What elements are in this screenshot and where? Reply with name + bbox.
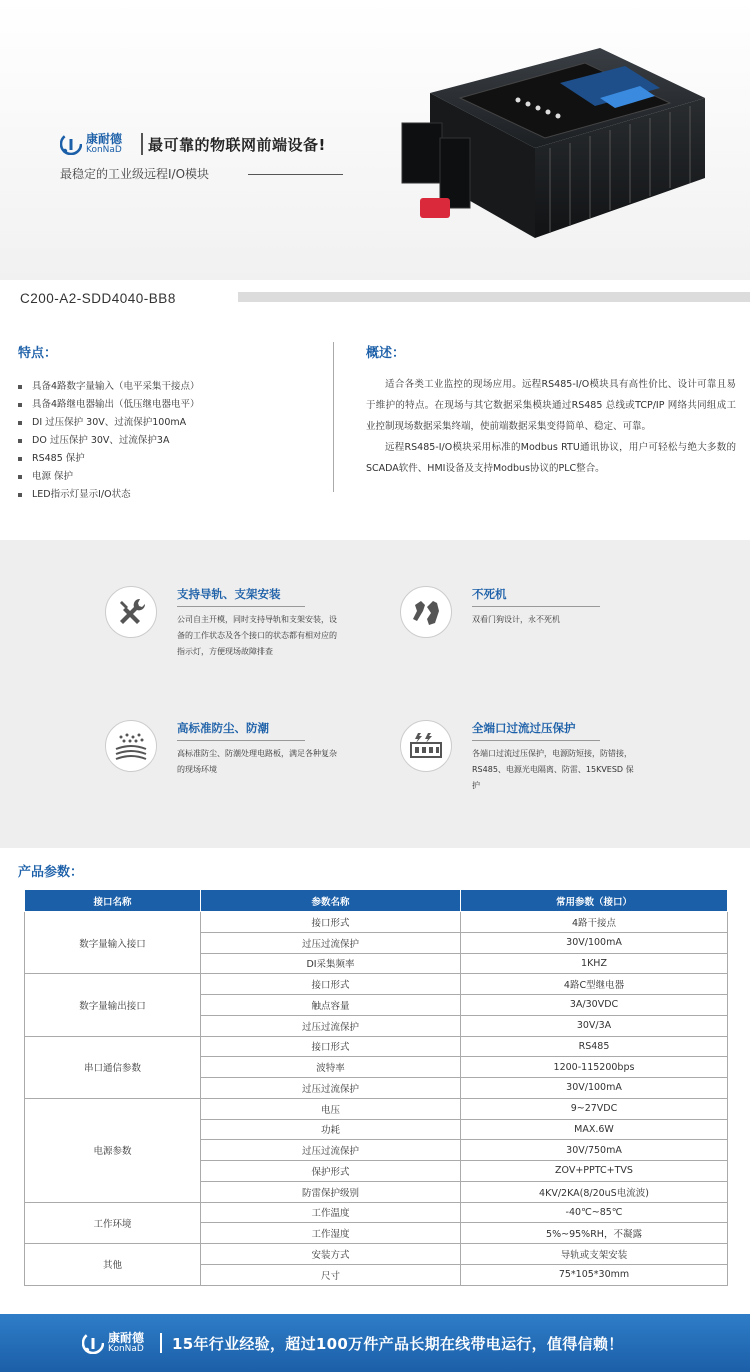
list-item: RS485 保护	[18, 450, 200, 468]
product-device-image	[400, 38, 720, 268]
overview-title: 概述：	[366, 346, 406, 361]
group-name-cell: 电源参数	[25, 1098, 201, 1202]
title-underline	[177, 740, 305, 741]
bullet-icon	[18, 385, 22, 389]
title-underline	[177, 606, 305, 607]
param-name-cell: 过压过流保护	[201, 1140, 461, 1161]
brand-logo	[60, 133, 122, 155]
footer-brand-logo	[82, 1332, 144, 1354]
bullet-icon	[18, 439, 22, 443]
list-item: 具备4路数字量输入（电平采集干接点）	[18, 378, 200, 396]
overview-paragraph-1: 适合各类工业监控的现场应用。远程RS485-I/O模块具有高性价比、设计可靠且易于维护的特点。在现场与其它数据采集模块通过RS485 总线或TCP/IP 网络共同组成工业控制现场数据采集终端，使前端数据采集变得简单、稳定、可靠。	[366, 379, 736, 432]
param-value-cell: 30V/750mA	[461, 1140, 728, 1161]
param-name-cell: 接口形式	[201, 1036, 461, 1057]
param-value-cell: 3A/30VDC	[461, 995, 728, 1016]
param-name-cell: 功耗	[201, 1119, 461, 1140]
brand-name-cn: 康耐德	[108, 1331, 145, 1345]
param-value-cell: 4KV/2KA(8/20uS电流波)	[461, 1181, 728, 1202]
param-value-cell: 30V/3A	[461, 1015, 728, 1036]
param-name-cell: 接口形式	[201, 912, 461, 933]
params-title: 产品参数：	[18, 865, 84, 880]
table-row	[25, 1202, 728, 1223]
logo-mark-icon	[82, 1332, 104, 1354]
list-item: 具备4路继电器输出（低压继电器电平）	[18, 396, 200, 414]
title-underline	[472, 740, 600, 741]
section-divider	[333, 342, 334, 492]
advantages-section	[0, 540, 750, 848]
brand-name-en: KonNaD	[86, 145, 122, 155]
param-name-cell: 安装方式	[201, 1244, 461, 1265]
param-name-cell: 过压过流保护	[201, 1015, 461, 1036]
watchdog-icon	[400, 586, 452, 638]
bullet-icon	[18, 493, 22, 497]
model-number: C200-A2-SDD4040-BB8	[20, 291, 176, 306]
table-row	[25, 974, 728, 995]
list-item: DI 过压保护 30V、过流保护100mA	[18, 414, 200, 432]
advantage-desc: 各端口过流过压保护，电源防短接，防错接，RS485、电源光电隔离、防雷、15KVESD 保护	[472, 749, 634, 790]
hero-banner	[0, 0, 750, 280]
list-item: LED指示灯显示I/O状态	[18, 486, 200, 504]
param-name-cell: 防雷保护级别	[201, 1181, 461, 1202]
group-name-cell: 数字量输入接口	[25, 912, 201, 974]
group-name-cell: 数字量输出接口	[25, 974, 201, 1036]
advantage-desc: 双看门狗设计，永不死机	[472, 615, 560, 624]
param-value-cell: 75*105*30mm	[461, 1264, 728, 1285]
params-table-body	[25, 912, 728, 1286]
advantage-title: 全端口过流过压保护	[472, 721, 576, 735]
table-row	[25, 1036, 728, 1057]
param-value-cell: 1200-115200bps	[461, 1057, 728, 1078]
param-name-cell: 工作湿度	[201, 1223, 461, 1244]
dust-moisture-icon	[105, 720, 157, 772]
param-name-cell: 过压过流保护	[201, 1078, 461, 1099]
group-name-cell: 串口通信参数	[25, 1036, 201, 1098]
brand-name-cn: 康耐德	[86, 132, 123, 146]
advantage-title: 支持导轨、支架安装	[177, 587, 281, 601]
param-value-cell: 30V/100mA	[461, 1078, 728, 1099]
params-table	[24, 889, 728, 1286]
model-divider-bar	[238, 292, 750, 302]
param-value-cell: 30V/100mA	[461, 932, 728, 953]
logo-mark-icon	[60, 133, 82, 155]
bullet-icon	[18, 457, 22, 461]
overview-paragraph-2: 远程RS485-I/O模块采用标准的Modbus RTU通讯协议，用户可轻松与绝大多数的SCADA软件、HMI设备及支持Modbus协议的PLC整合。	[366, 442, 736, 474]
subtitle-underline	[248, 174, 343, 175]
footer-banner	[0, 1314, 750, 1372]
list-item: 电源 保护	[18, 468, 200, 486]
param-value-cell: 4路干接点	[461, 912, 728, 933]
param-name-cell: 电压	[201, 1098, 461, 1119]
features-title: 特点：	[18, 346, 58, 361]
param-name-cell: 接口形式	[201, 974, 461, 995]
title-underline	[472, 606, 600, 607]
param-name-cell: 尺寸	[201, 1264, 461, 1285]
param-value-cell: 4路C型继电器	[461, 974, 728, 995]
bullet-icon	[18, 421, 22, 425]
surge-protection-icon	[400, 720, 452, 772]
param-value-cell: 1KHZ	[461, 953, 728, 974]
param-value-cell: RS485	[461, 1036, 728, 1057]
column-header: 接口名称	[25, 890, 201, 912]
table-row	[25, 912, 728, 933]
param-value-cell: -40℃~85℃	[461, 1202, 728, 1223]
table-row	[25, 1244, 728, 1265]
brand-name-en: KonNaD	[108, 1344, 144, 1354]
param-name-cell: 过压过流保护	[201, 932, 461, 953]
hero-subtitle: 最稳定的工业级远程I/O模块	[60, 167, 210, 181]
param-value-cell: ZOV+PPTC+TVS	[461, 1161, 728, 1182]
group-name-cell: 工作环境	[25, 1202, 201, 1244]
features-list	[18, 378, 200, 504]
param-value-cell: 9~27VDC	[461, 1098, 728, 1119]
advantage-desc: 高标准防尘、防潮处理电路板，满足各种复杂的现场环境	[177, 749, 337, 774]
param-name-cell: 工作温度	[201, 1202, 461, 1223]
param-name-cell: 波特率	[201, 1057, 461, 1078]
param-name-cell: 保护形式	[201, 1161, 461, 1182]
advantage-title: 不死机	[472, 587, 507, 601]
column-header: 常用参数（接口）	[461, 890, 728, 912]
logo-divider	[141, 133, 143, 155]
param-value-cell: MAX.6W	[461, 1119, 728, 1140]
column-header: 参数名称	[201, 890, 461, 912]
param-value-cell: 导轨或支架安装	[461, 1244, 728, 1265]
param-name-cell: DI采集频率	[201, 953, 461, 974]
bullet-icon	[18, 475, 22, 479]
param-value-cell: 5%~95%RH，不凝露	[461, 1223, 728, 1244]
advantage-title: 高标准防尘、防潮	[177, 721, 269, 735]
footer-divider	[160, 1333, 162, 1353]
table-row	[25, 1098, 728, 1119]
group-name-cell: 其他	[25, 1244, 201, 1286]
tools-icon	[105, 586, 157, 638]
table-header-row	[25, 890, 728, 912]
overview-text	[366, 374, 736, 479]
hero-slogan: 最可靠的物联网前端设备!	[148, 136, 326, 154]
param-name-cell: 触点容量	[201, 995, 461, 1016]
bullet-icon	[18, 403, 22, 407]
footer-text: 15年行业经验，超过100万件产品长期在线带电运行，值得信赖！	[172, 1335, 624, 1353]
list-item: DO 过压保护 30V、过流保护3A	[18, 432, 200, 450]
advantage-desc: 公司自主开模，同时支持导轨和支架安装，设备的工作状态及各个接口的状态都有相对应的指示灯，方便现场故障排查	[177, 615, 337, 656]
